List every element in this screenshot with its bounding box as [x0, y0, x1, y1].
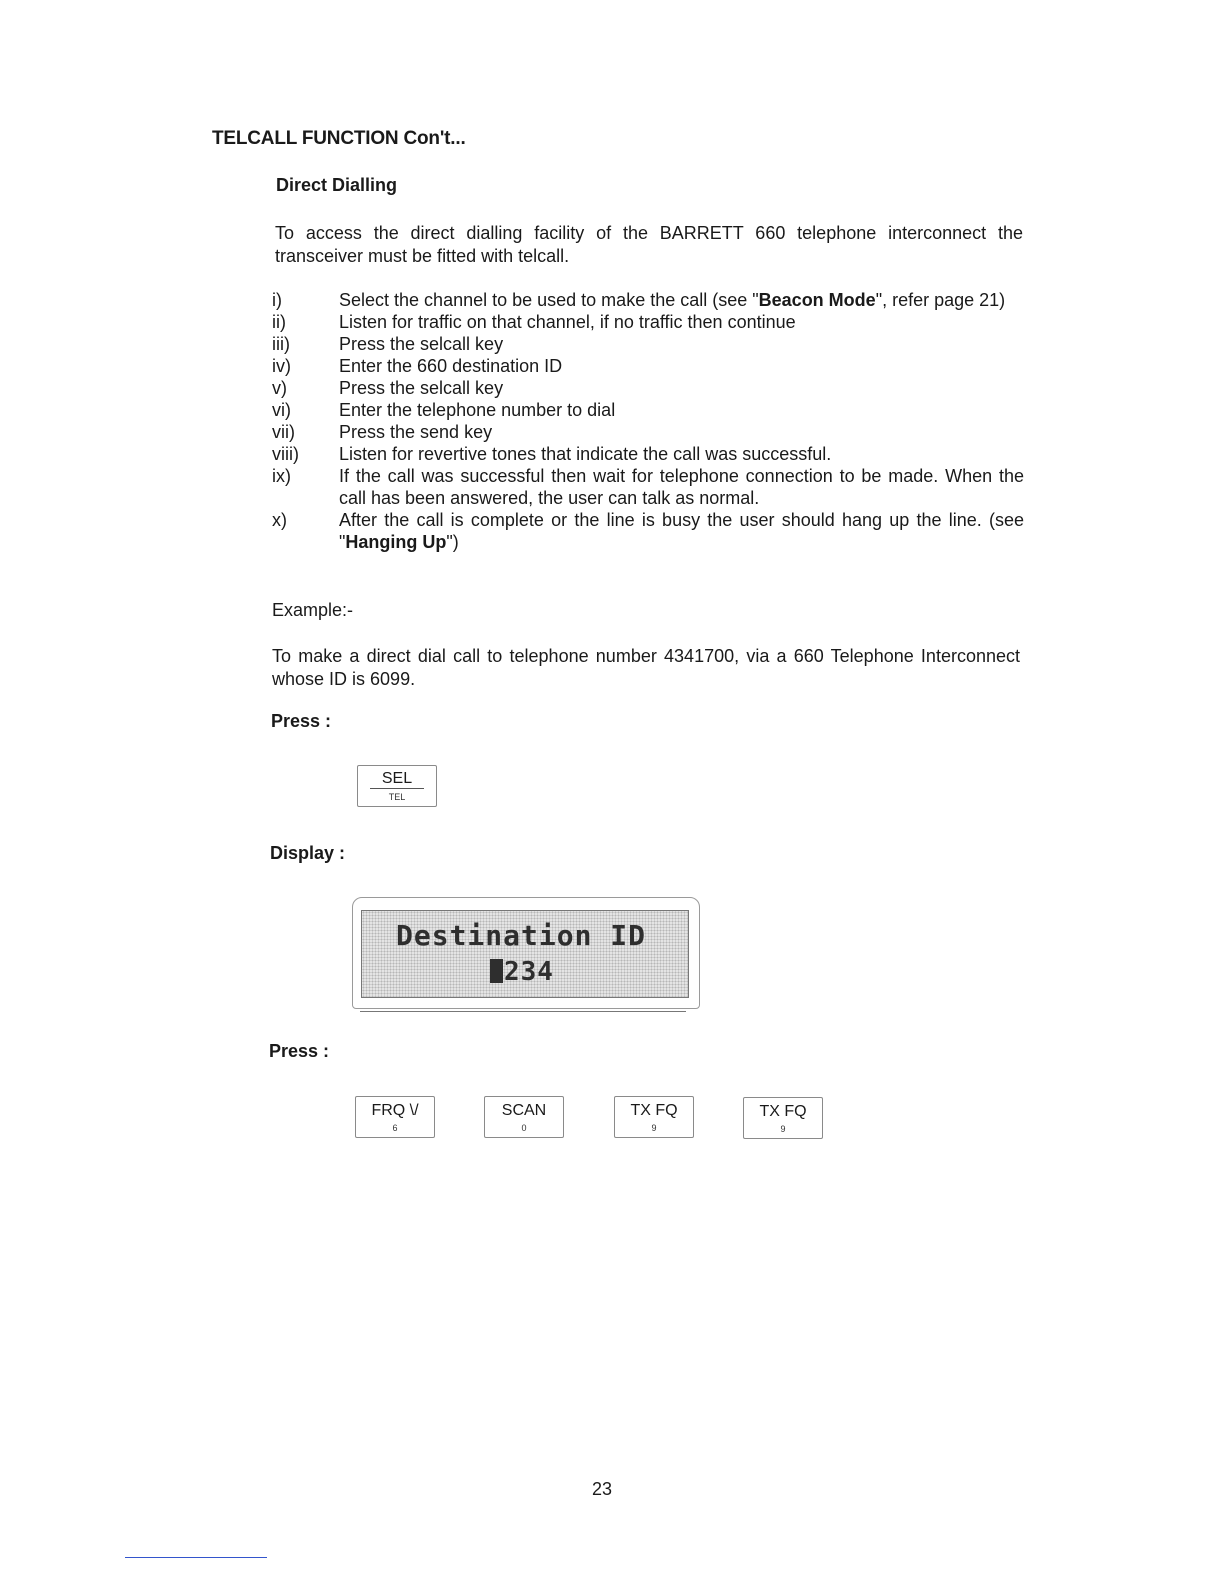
- lcd-screen: [361, 910, 689, 998]
- step-item: [272, 289, 1024, 311]
- lcd-line-2-text: 234: [504, 957, 554, 987]
- step-number: vi): [272, 400, 291, 420]
- step-text: Select the channel to be used to make the call (see "Beacon Mode", refer page 21): [339, 290, 1006, 310]
- step-item: [272, 465, 1024, 509]
- step-text: Enter the telephone number to dial: [339, 400, 616, 420]
- hanging-up-ref: Hanging Up: [345, 532, 447, 552]
- key-main-label: TX FQ: [759, 1103, 807, 1120]
- scan-key[interactable]: [484, 1096, 564, 1138]
- step-number: ix): [272, 466, 291, 486]
- step-text: Press the selcall key: [339, 378, 504, 398]
- step-item: [272, 333, 1024, 355]
- key-sub-label: 6: [392, 1123, 398, 1133]
- key-sub-label: 0: [521, 1123, 527, 1133]
- step-item: [272, 355, 1024, 377]
- page-number: 23: [592, 1479, 613, 1499]
- step-number: vii): [272, 422, 295, 442]
- footer-rule: [125, 1557, 267, 1558]
- step-text: Listen for revertive tones that indicate the call was successful.: [339, 444, 832, 464]
- key-main-label: SCAN: [501, 1102, 547, 1119]
- step-text: Press the send key: [339, 422, 493, 442]
- key-sub-label: 9: [651, 1123, 657, 1133]
- subsection-title: Direct Dialling: [276, 175, 398, 195]
- sel-tel-key[interactable]: [357, 765, 437, 807]
- beacon-mode-ref: Beacon Mode: [758, 290, 876, 310]
- step-text: If the call was successful then wait for telephone connection to be made. When the call has been answered, the user can talk as normal.: [339, 466, 1024, 508]
- step-number: iv): [272, 356, 291, 376]
- step-item: [272, 421, 1024, 443]
- example-text: To make a direct dial call to telephone number 4341700, via a 660 Telephone Interconnect whose ID is 6099.: [272, 646, 1020, 689]
- key-main-label: FRQ \/: [371, 1102, 419, 1119]
- step-item: [272, 509, 1024, 553]
- tx-fq-key[interactable]: [743, 1097, 823, 1139]
- lcd-cursor: [490, 959, 503, 983]
- display-label: Display :: [270, 843, 346, 863]
- step-number: i): [272, 290, 282, 310]
- example-label: Example:-: [272, 600, 354, 620]
- key-sub-label: TEL: [388, 792, 406, 802]
- tx-fq-key[interactable]: [614, 1096, 694, 1138]
- step-text: Listen for traffic on that channel, if no traffic then continue: [339, 312, 796, 332]
- lcd-line-2: [490, 957, 554, 987]
- step-item: [272, 399, 1024, 421]
- intro-paragraph: To access the direct dialling facility of the BARRETT 660 telephone interconnect the transceiver must be fitted with telcall.: [275, 223, 1023, 266]
- lcd-line-1: Destination ID: [396, 919, 647, 952]
- key-main-label: TX FQ: [630, 1102, 678, 1119]
- section-title: TELCALL FUNCTION Con't...: [212, 128, 466, 149]
- step-text: After the call is complete or the line is busy the user should hang up the line. (see "Hanging Up"): [339, 510, 1024, 552]
- frq-down-key[interactable]: [355, 1096, 435, 1138]
- step-number: viii): [272, 444, 299, 464]
- step-text: Press the selcall key: [339, 334, 504, 354]
- step-number: x): [272, 510, 287, 530]
- step-text: Enter the 660 destination ID: [339, 356, 563, 376]
- steps-list: [272, 289, 1024, 553]
- key-sub-label: 9: [780, 1124, 786, 1134]
- step-item: [272, 311, 1024, 333]
- lcd-display: [352, 897, 700, 1009]
- step-number: v): [272, 378, 287, 398]
- step-number: ii): [272, 312, 286, 332]
- press-label: Press :: [269, 1041, 330, 1061]
- display-divider: [360, 1011, 686, 1012]
- step-item: [272, 377, 1024, 399]
- step-number: iii): [272, 334, 290, 354]
- step-item: [272, 443, 1024, 465]
- press-label: Press :: [271, 711, 332, 731]
- key-main-label: SEL: [370, 770, 424, 789]
